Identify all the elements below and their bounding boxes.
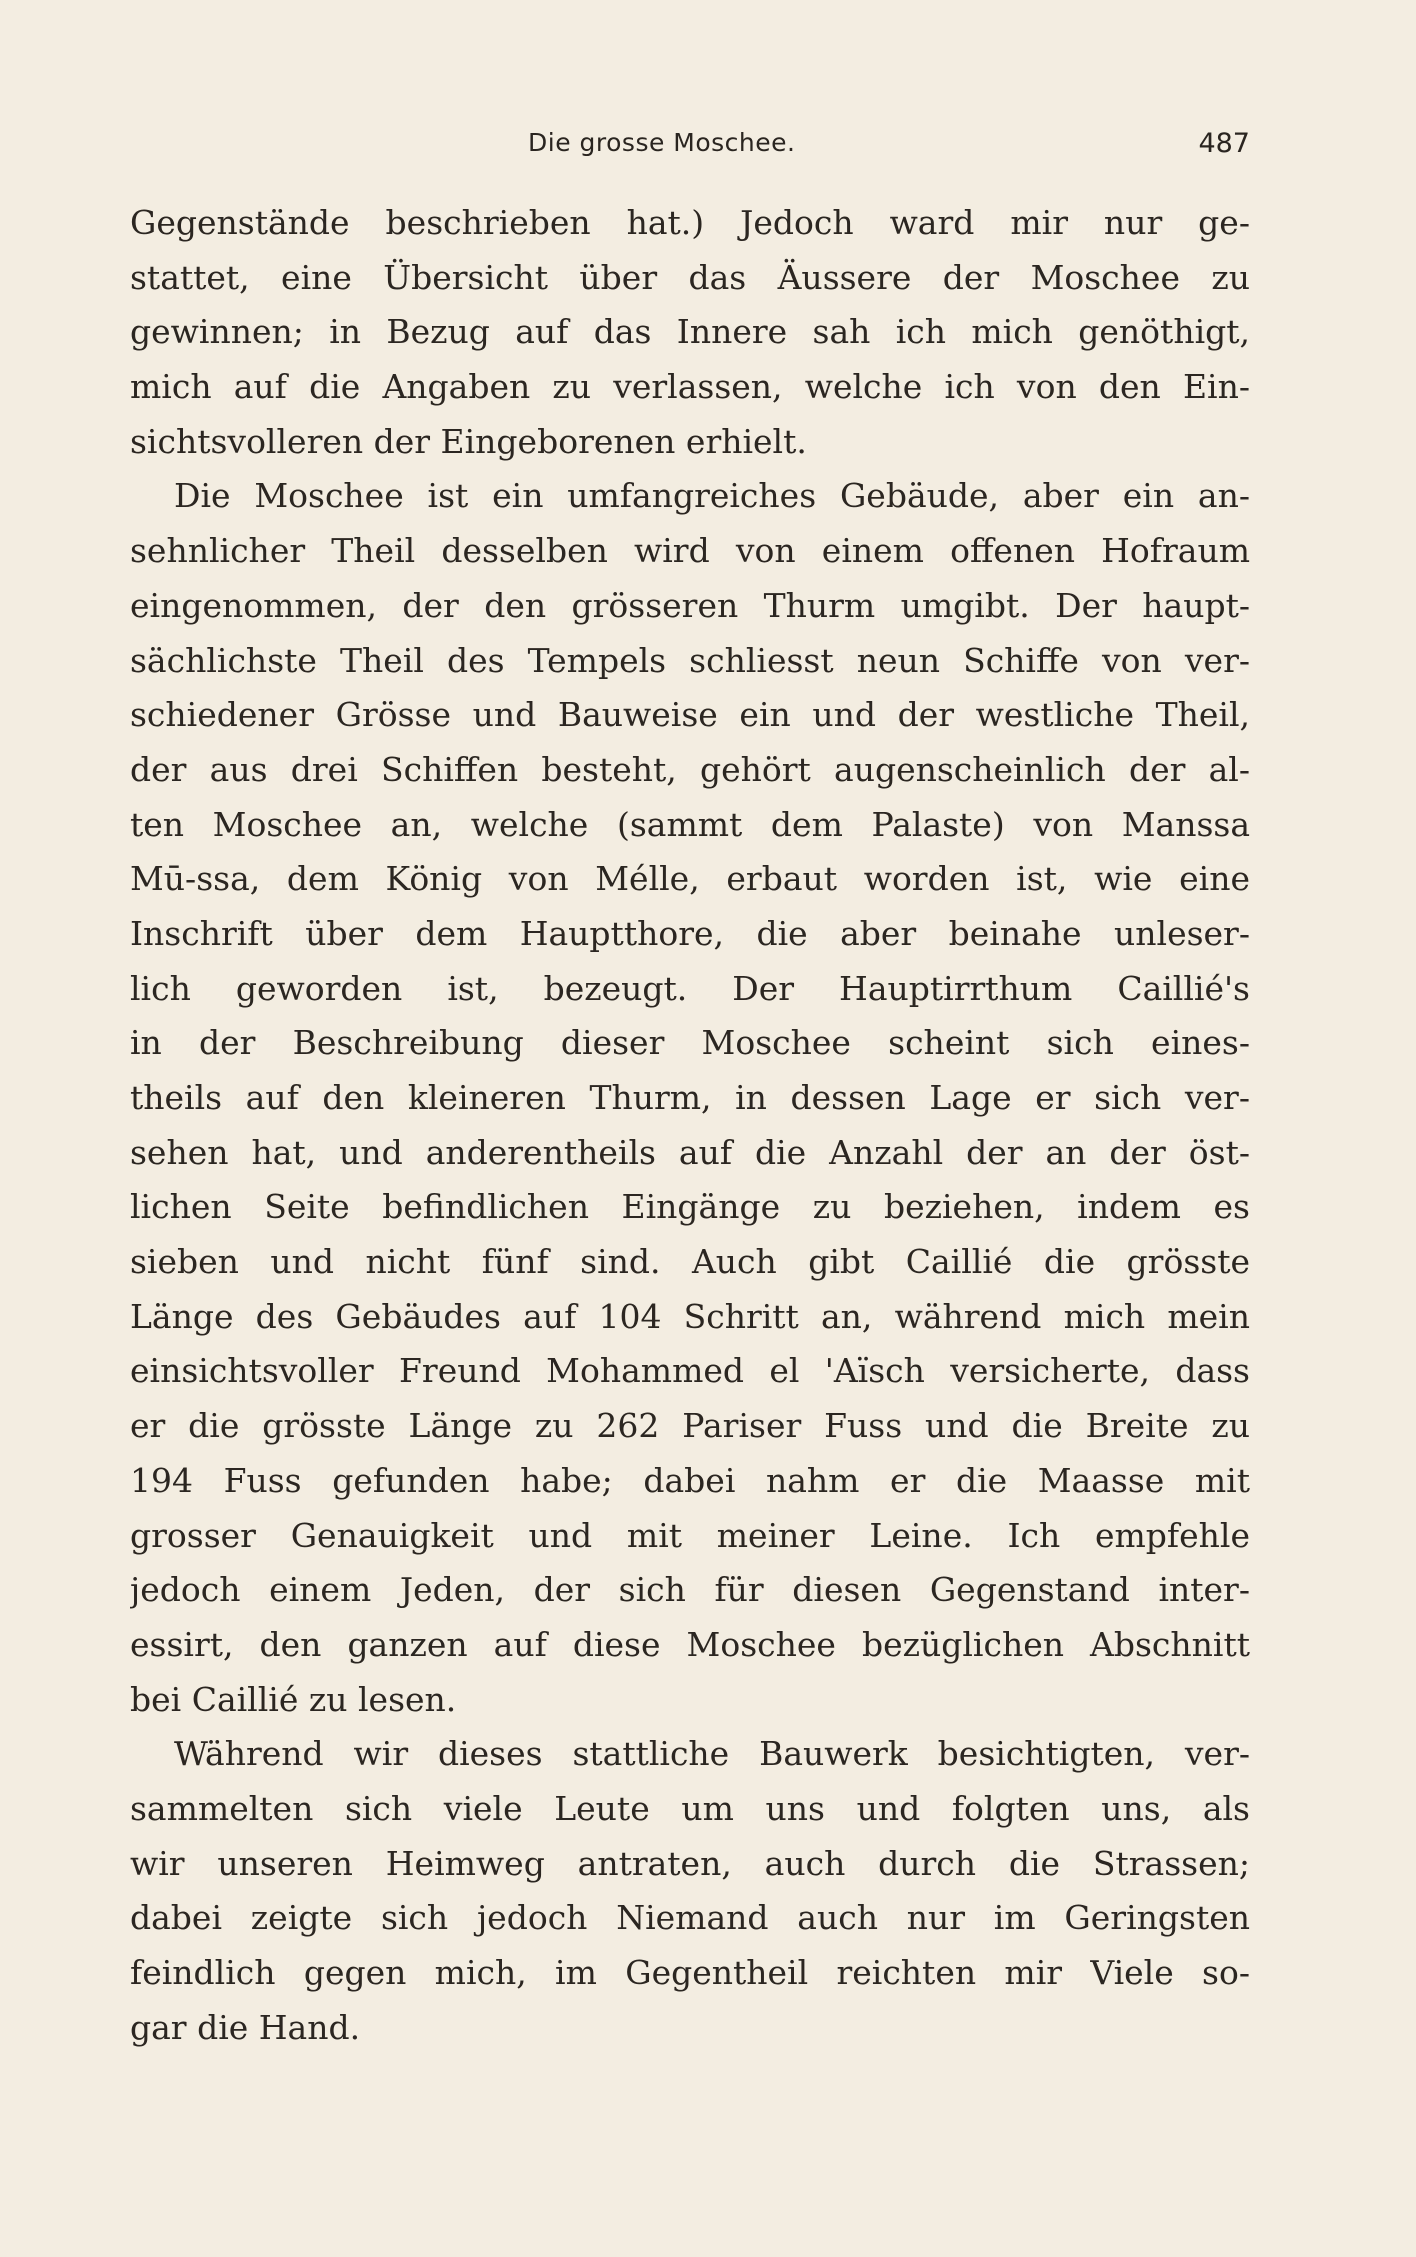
text-line: lichen Seite befindlichen Eingänge zu beziehen, indem es: [130, 1187, 1250, 1227]
text-line: dabei zeigte sich jedoch Niemand auch nur im Geringsten: [130, 1898, 1250, 1938]
text-line: sächlichste Theil des Tempels schliesst neun Schiffe von ver-: [130, 640, 1250, 680]
text-line: gar die Hand.: [130, 2007, 361, 2047]
text-line: feindlich gegen mich, im Gegentheil reichten mir Viele so-: [130, 1953, 1250, 1992]
text-line: Inschrift über dem Hauptthore, die aber beinahe unleser-: [130, 913, 1250, 953]
text-line: bei Caillié zu lesen.: [130, 1679, 457, 1719]
text-line: essirt, den ganzen auf diese Moschee bezüglichen Abschnitt: [130, 1624, 1250, 1664]
text-line: jedoch einem Jeden, der sich für diesen Gegenstand inter-: [130, 1570, 1250, 1610]
text-line: grosser Genauigkeit und mit meiner Leine. Ich empfehle: [130, 1515, 1250, 1555]
text-line: Mū-ssa, dem König von Mélle, erbaut worden ist, wie eine: [130, 859, 1250, 899]
text-line: in der Beschreibung dieser Moschee scheint sich eines-: [130, 1023, 1250, 1063]
text-line: 194 Fuss gefunden habe; dabei nahm er die Maasse mit: [130, 1460, 1250, 1500]
text-line: gewinnen; in Bezug auf das Innere sah ich mich genöthigt,: [130, 312, 1250, 352]
running-head: [528, 128, 1250, 168]
text-line: stattet, eine Übersicht über das Äussere der Moschee zu: [130, 257, 1250, 297]
text-line: lich geworden ist, bezeugt. Der Hauptirrthum Caillié's: [130, 968, 1250, 1008]
text-line: eingenommen, der den grösseren Thurm umgibt. Der haupt-: [130, 585, 1250, 625]
text-line: Während wir dieses stattliche Bauwerk besichtigten, ver-: [174, 1734, 1250, 1774]
page-number: 487: [1198, 128, 1250, 159]
text-line: Die Moschee ist ein umfangreiches Gebäude, aber ein an-: [174, 476, 1250, 516]
text-line: einsichtsvoller Freund Mohammed el 'Aïsch versicherte, dass: [130, 1351, 1250, 1391]
text-line: sieben und nicht fünf sind. Auch gibt Caillié die grösste: [130, 1242, 1250, 1282]
body-text: [130, 196, 1250, 2055]
text-line: er die grösste Länge zu 262 Pariser Fuss und die Breite zu: [130, 1406, 1250, 1446]
text-line: sehnlicher Theil desselben wird von einem offenen Hofraum: [130, 531, 1250, 571]
text-line: theils auf den kleineren Thurm, in dessen Lage er sich ver-: [130, 1078, 1250, 1117]
text-line: Gegenstände beschrieben hat.) Jedoch ward mir nur ge-: [130, 203, 1250, 242]
text-line: mich auf die Angaben zu verlassen, welche ich von den Ein-: [130, 367, 1250, 407]
text-line: sehen hat, und anderentheils auf die Anzahl der an der öst-: [130, 1132, 1250, 1172]
running-head-title: Die grosse Moschee.: [528, 128, 796, 157]
text-line: ten Moschee an, welche (sammt dem Palaste) von Manssa: [130, 804, 1250, 844]
text-line: schiedener Grösse und Bauweise ein und der westliche Theil,: [130, 695, 1250, 735]
text-line: wir unseren Heimweg antraten, auch durch die Strassen;: [130, 1843, 1250, 1883]
text-line: Länge des Gebäudes auf 104 Schritt an, während mich mein: [130, 1296, 1250, 1336]
text-line: der aus drei Schiffen besteht, gehört augenscheinlich der al-: [130, 749, 1250, 789]
text-line: sammelten sich viele Leute um uns und folgten uns, als: [130, 1788, 1250, 1828]
text-line: sichtsvolleren der Eingeborenen erhielt.: [130, 421, 807, 461]
